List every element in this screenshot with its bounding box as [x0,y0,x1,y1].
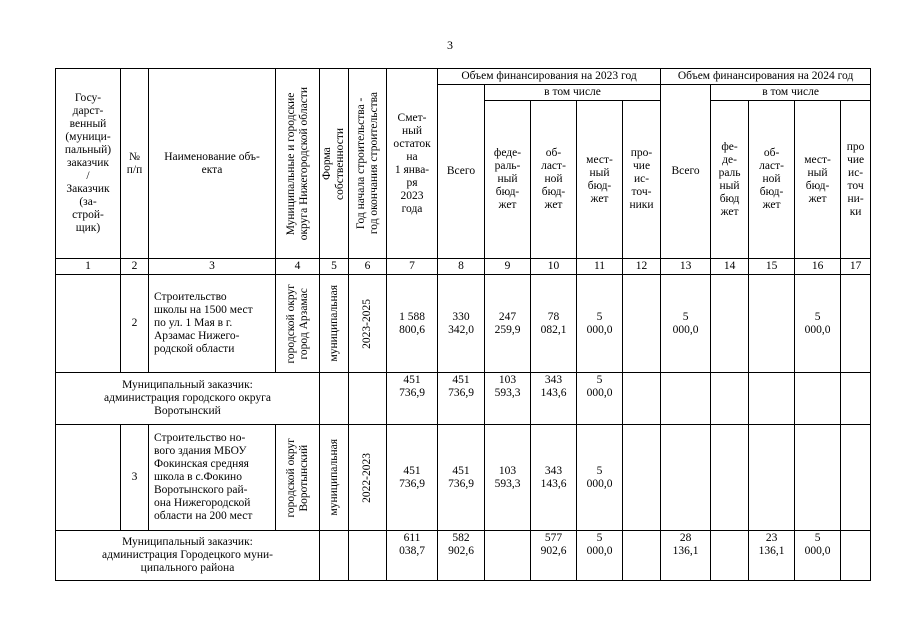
financing-table [55,68,871,581]
ownership-cell [320,373,349,425]
value-total-2024 [661,425,711,531]
header-total-2024: Всего [661,85,711,259]
value-regional-2024 [749,425,795,531]
column-number: 12 [623,259,661,275]
value-balance: 451 736,9 [387,425,438,531]
value-total-2023: 451 736,9 [438,425,485,531]
municipality-cell: городской округ город Арзамас [276,275,320,373]
value-other-2023 [623,425,661,531]
value-federal-2023: 103 593,3 [485,425,531,531]
value-local-2024 [795,425,841,531]
header-fin-2024: Объем финансирования на 2024 год [661,69,871,85]
header-including-2023: в том числе [485,85,661,101]
value-other-2023 [623,275,661,373]
value-local-2023: 5 000,0 [577,425,623,531]
header-other-2023: про- чие ис- точ- ники [623,101,661,259]
value-federal-2023 [485,531,531,581]
value-regional-2023: 343 143,6 [531,373,577,425]
value-regional-2024: 23 136,1 [749,531,795,581]
column-number: 9 [485,259,531,275]
column-number: 6 [349,259,387,275]
header-local-2023: мест- ный бюд- жет [577,101,623,259]
years-cell: 2023-2025 [349,275,387,373]
value-federal-2024 [711,373,749,425]
value-federal-2024 [711,531,749,581]
column-number: 4 [276,259,320,275]
row-number: 2 [121,275,149,373]
header-other-2024: про чие ис- точ ни- ки [841,101,871,259]
value-regional-2024 [749,373,795,425]
customer-row [56,373,871,425]
value-local-2024 [795,373,841,425]
value-balance: 451 736,9 [387,373,438,425]
value-federal-2024 [711,275,749,373]
header-federal-2023: феде- раль- ный бюд- жет [485,101,531,259]
value-regional-2023: 343 143,6 [531,425,577,531]
value-balance: 611 038,7 [387,531,438,581]
value-other-2023 [623,531,661,581]
header-regional-2023: об- ласт- ной бюд- жет [531,101,577,259]
years-cell [349,373,387,425]
column-number: 16 [795,259,841,275]
column-number: 3 [149,259,276,275]
header-years: Год начала строительства - год окончания строительства [349,69,387,259]
value-other-2024 [841,275,871,373]
column-number: 14 [711,259,749,275]
header-municipality: Муниципальные и городские округа Нижегородской области [276,69,320,259]
header-name: Наименование объ- екта [149,69,276,259]
header-num: № п/п [121,69,149,259]
column-number: 8 [438,259,485,275]
value-other-2024 [841,425,871,531]
column-number: 11 [577,259,623,275]
object-row [56,425,871,531]
object-row [56,275,871,373]
value-balance: 1 588 800,6 [387,275,438,373]
header-total-2023: Всего [438,85,485,259]
header-fin-2023: Объем финансирования на 2023 год [438,69,661,85]
value-local-2024: 5 000,0 [795,275,841,373]
value-other-2024 [841,531,871,581]
column-number-row [56,259,871,275]
value-local-2024: 5 000,0 [795,531,841,581]
value-total-2023: 582 902,6 [438,531,485,581]
customer-cell [56,425,121,531]
value-other-2023 [623,373,661,425]
column-number: 17 [841,259,871,275]
header-regional-2024: об- ласт- ной бюд- жет [749,101,795,259]
object-name: Строительство но- вого здания МБОУ Фокинская средняя школа в с.Фокино Воротынского рай- она Нижегородской области на 200 мест [149,425,276,531]
ownership-cell: муниципальная [320,425,349,531]
row-number: 3 [121,425,149,531]
ownership-cell: муниципальная [320,275,349,373]
header-federal-2024: фе- де- раль ный бюд жет [711,101,749,259]
value-other-2024 [841,373,871,425]
column-number: 13 [661,259,711,275]
value-regional-2023: 78 082,1 [531,275,577,373]
value-local-2023: 5 000,0 [577,275,623,373]
header-balance: Смет- ный остаток на 1 янва- ря 2023 года [387,69,438,259]
customer-name: Муниципальный заказчик: администрация городского округа Воротынский [56,373,320,425]
ownership-cell [320,531,349,581]
column-number: 1 [56,259,121,275]
value-regional-2023: 577 902,6 [531,531,577,581]
value-federal-2023: 247 259,9 [485,275,531,373]
years-cell: 2022-2023 [349,425,387,531]
customer-name: Муниципальный заказчик: администрация Городецкого муни- ципального района [56,531,320,581]
municipality-cell: городской округ Воротынский [276,425,320,531]
value-total-2023: 451 736,9 [438,373,485,425]
column-number: 7 [387,259,438,275]
value-total-2024: 5 000,0 [661,275,711,373]
value-regional-2024 [749,275,795,373]
column-number: 5 [320,259,349,275]
header-customer: Госу- дарст- венный (муници- пальный) заказчик / Заказчик (за- строй- щик) [56,69,121,259]
value-total-2024: 28 136,1 [661,531,711,581]
value-local-2023: 5 000,0 [577,531,623,581]
customer-cell [56,275,121,373]
column-number: 2 [121,259,149,275]
header-including-2024: в том числе [711,85,871,101]
value-total-2024 [661,373,711,425]
years-cell [349,531,387,581]
customer-row [56,531,871,581]
header-ownership: Форма собственности [320,69,349,259]
page-number: 3 [447,38,453,52]
value-total-2023: 330 342,0 [438,275,485,373]
value-local-2023: 5 000,0 [577,373,623,425]
header-local-2024: мест- ный бюд- жет [795,101,841,259]
value-federal-2024 [711,425,749,531]
column-number: 15 [749,259,795,275]
object-name: Строительство школы на 1500 мест по ул. 1 Мая в г. Арзамас Нижего- родской области [149,275,276,373]
value-federal-2023: 103 593,3 [485,373,531,425]
column-number: 10 [531,259,577,275]
